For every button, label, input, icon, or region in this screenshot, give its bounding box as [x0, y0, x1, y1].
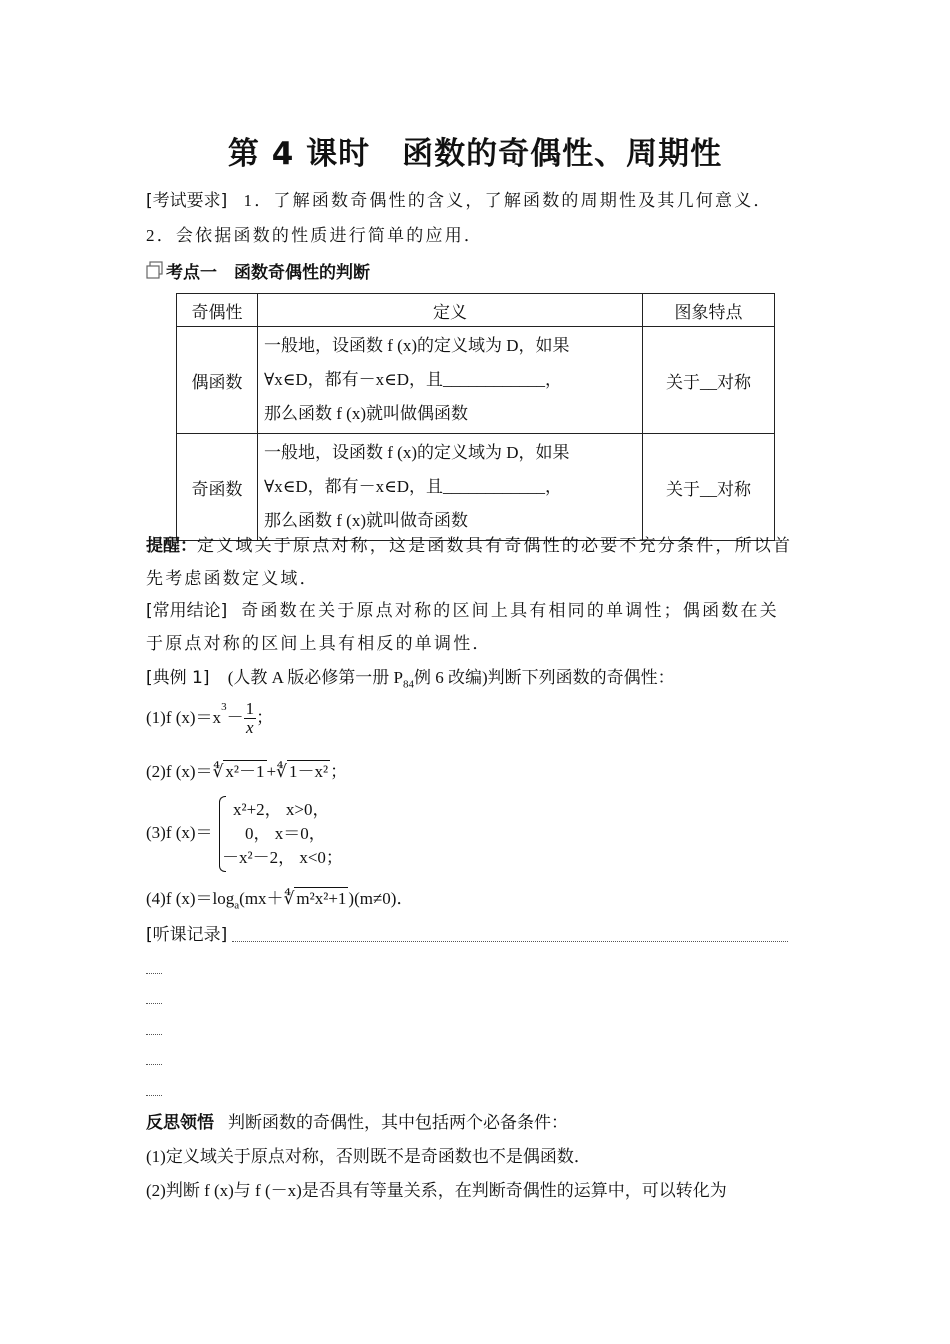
formula-text: (2)f (x)＝ [146, 762, 213, 781]
fill-in-blank: ____________ [442, 477, 545, 496]
definition-text: ， [544, 477, 562, 496]
example-intro [146, 667, 675, 695]
hint-label: 提醒： [146, 536, 197, 556]
notes-dotted-line [232, 941, 788, 942]
page-number-subscript: 84 [402, 678, 414, 691]
radical-sign-icon: ∜ [212, 762, 224, 781]
fraction-denominator: x [246, 717, 254, 737]
definition-line [264, 363, 636, 397]
formula-text: ； [256, 708, 274, 728]
table-header-cell: 定义 [258, 294, 643, 327]
example-label: [典例 1] [146, 668, 210, 688]
definition-line: 一般地，设函数 f (x)的定义域为 D，如果 [264, 443, 570, 462]
formula-text: ； [330, 762, 348, 781]
definition-line: 一般地，设函数 f (x)的定义域为 D，如果 [264, 336, 570, 355]
table-header-cell: 图象特点 [643, 294, 775, 327]
conclusion-text-2: 于原点对称的区间上具有相反的单调性． [146, 634, 492, 653]
reflection-text-3: (2)判断 f (x)与 f (－x)是否具有等量关系，在判断奇偶性的运算中，可以转化为 [146, 1181, 727, 1200]
radicand: 1－x² [288, 762, 329, 781]
function-type-cell: 偶函数 [177, 327, 258, 434]
example-source: (人教 A 版必修第一册 P [227, 668, 403, 687]
graph-feature-cell: 关于__对称 [643, 327, 775, 434]
definition-line: 那么函数 f (x)就叫做奇函数 [264, 511, 468, 530]
table-row-even [177, 327, 775, 434]
notes-dotted-line [146, 1064, 162, 1065]
section-marker-icon [146, 261, 164, 279]
formula-text: － [226, 708, 244, 728]
page-title: 第 4 课时 函数的奇偶性、周期性 [227, 136, 723, 172]
requirements-label: [考试要求] [146, 191, 228, 211]
section-heading: 考点一 函数奇偶性的判断 [166, 263, 370, 283]
exponent: 3 [221, 701, 227, 713]
example-item-1 [146, 698, 273, 737]
formula-text: (mx＋ [239, 889, 284, 908]
log-base: a [234, 899, 240, 912]
table-header-row [177, 294, 775, 327]
definition-line [264, 470, 636, 504]
notes-dotted-line [146, 1095, 162, 1096]
example-item-3-label: (3)f (x)＝ [146, 823, 213, 842]
reflection-text-2: (1)定义域关于原点对称，否则既不是奇函数也不是偶函数． [146, 1147, 591, 1166]
notes-dotted-line [146, 973, 162, 974]
table-header-cell: 奇偶性 [177, 294, 258, 327]
fraction-numerator: 1 [245, 698, 255, 718]
formula-text: )(m≠0)． [348, 889, 414, 908]
table-row-odd [177, 434, 775, 541]
radical-sign-icon: ∜ [283, 889, 295, 908]
requirements-text-2: 2．会依据函数的性质进行简单的应用． [146, 226, 484, 245]
example-item-2 [146, 760, 347, 783]
hint-text: 定义域关于原点对称，这是函数具有奇偶性的必要不充分条件，所以首 [197, 536, 793, 555]
formula-text: (4)f (x)＝log [146, 889, 235, 908]
fill-in-blank: ____________ [442, 370, 545, 389]
radicand: x²－1 [225, 762, 265, 781]
parity-definition-table [176, 293, 775, 541]
function-type-cell: 奇函数 [177, 434, 258, 541]
radical-sign-icon: ∜ [276, 762, 287, 781]
fraction [244, 700, 257, 737]
notes-dotted-line [146, 1034, 162, 1035]
hint-text-2: 先考虑函数定义域． [146, 569, 319, 588]
example-item-4 [146, 887, 413, 916]
piecewise-case: 0， x＝0， [245, 824, 326, 843]
example-task: 例 6 改编)判断下列函数的奇偶性： [413, 668, 675, 687]
piecewise-case: x²+2， x>0， [233, 800, 330, 819]
conclusion-label: [常用结论] [146, 601, 228, 621]
definition-cell [258, 327, 643, 434]
piecewise-case: －x²－2， x<0； [222, 848, 343, 867]
formula-text: (1)f (x)＝x [146, 708, 222, 728]
definition-text: ∀x∈D，都有－x∈D，且 [264, 477, 443, 496]
hint-line-1 [146, 535, 792, 557]
requirements-text-1: 1．了解函数奇偶性的含义，了解函数的周期性及其几何意义． [243, 191, 773, 210]
definition-line: 那么函数 f (x)就叫做偶函数 [264, 404, 468, 423]
conclusion-line-1 [146, 600, 779, 622]
notes-dotted-line [146, 1003, 162, 1004]
radicand: m²x²+1 [296, 889, 347, 908]
conclusion-text: 奇函数在关于原点对称的区间上具有相同的单调性；偶函数在关 [241, 601, 779, 620]
formula-text: + [266, 762, 277, 781]
reflection-line-1 [146, 1112, 568, 1134]
graph-feature-cell: 关于__对称 [643, 434, 775, 541]
notes-label: [听课记录] [146, 925, 228, 945]
requirements-line-1 [146, 190, 773, 212]
reflection-text: 判断函数的奇偶性，其中包括两个必备条件： [228, 1113, 568, 1132]
definition-cell [258, 434, 643, 541]
definition-text: ， [544, 370, 562, 389]
reflection-label: 反思领悟 [146, 1113, 214, 1133]
definition-text: ∀x∈D，都有－x∈D，且 [264, 370, 443, 389]
